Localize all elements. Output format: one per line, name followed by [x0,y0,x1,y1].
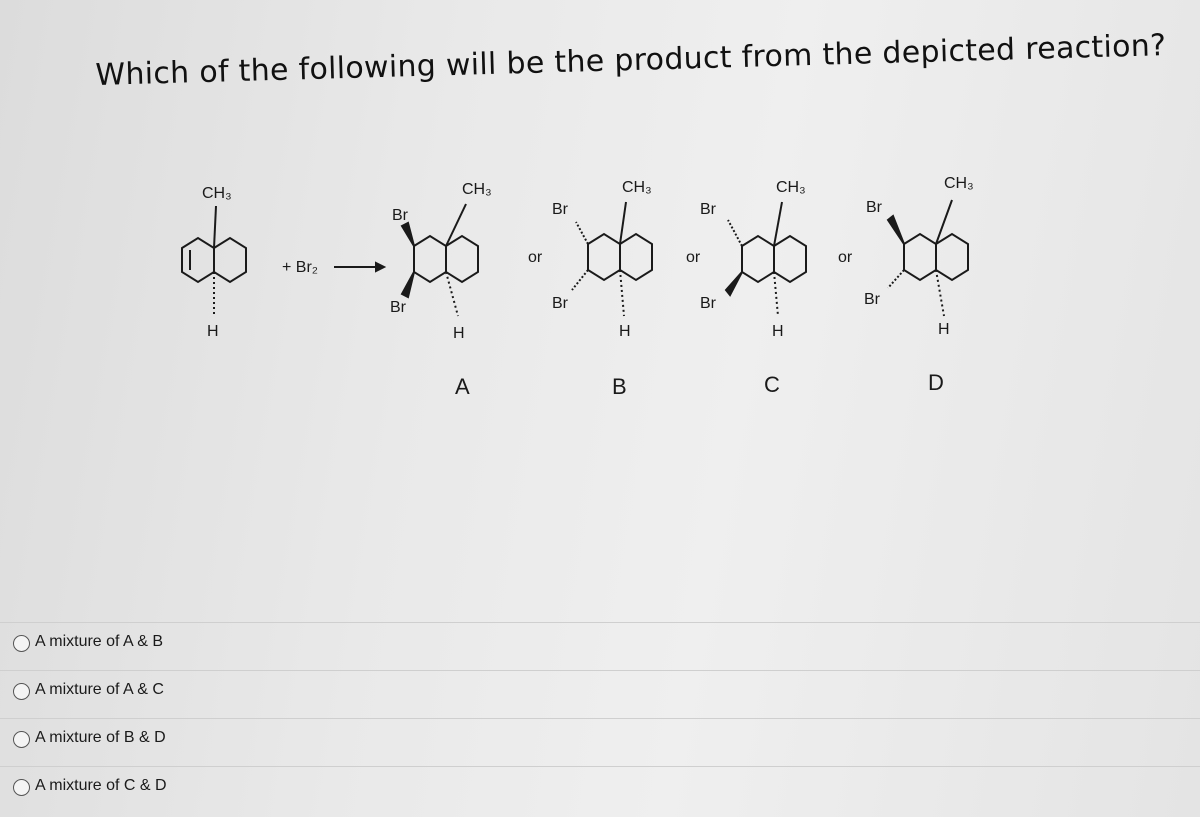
product-b-ch3: CH₃ [622,179,652,196]
product-c-h: H [772,323,784,340]
radio-button[interactable] [13,635,30,652]
product-b-br-bottom: Br [552,295,568,312]
reactant-ch3: CH₃ [202,185,232,202]
product-d-br-top: Br [866,199,882,216]
product-a-structure [402,204,478,316]
product-b-br-top: Br [552,201,568,218]
or-text-3: or [838,249,853,266]
reactant-structure [182,206,246,316]
radio-button[interactable] [13,731,30,748]
product-c-br-bottom: Br [700,295,716,312]
product-c-structure [726,202,806,316]
product-d-ch3: CH₃ [944,175,974,192]
option-label: A mixture of C & D [35,777,167,794]
product-a-h: H [453,325,465,342]
or-text-2: or [686,249,701,266]
product-b-structure [572,202,652,316]
option-a-and-b[interactable] [0,622,1200,671]
option-c-and-d[interactable] [0,766,1200,815]
product-label-c: C [764,372,780,397]
or-text-1: or [528,249,543,266]
radio-button[interactable] [13,779,30,796]
product-a-ch3: CH₃ [462,181,492,198]
reactant-h: H [207,323,219,340]
option-label: A mixture of B & D [35,729,166,746]
product-b-h: H [619,323,631,340]
radio-button[interactable] [13,683,30,700]
product-d-br-bottom: Br [864,291,880,308]
product-label-a: A [455,374,470,399]
option-b-and-d[interactable] [0,718,1200,767]
question-text: Which of the following will be the product from the depicted reaction? [95,28,1167,93]
product-c-ch3: CH₃ [776,179,806,196]
option-label: A mixture of A & B [35,633,164,650]
product-label-b: B [612,374,627,399]
product-label-d: D [928,370,944,395]
option-label: A mixture of A & C [35,681,164,698]
reaction-arrow [334,263,384,271]
option-a-and-c[interactable] [0,670,1200,719]
product-d-structure [888,200,968,316]
product-a-br-bottom: Br [390,299,406,316]
product-c-br-top: Br [700,201,716,218]
product-d-h: H [938,321,950,338]
reagent-br2: + Br₂ [282,259,318,276]
product-a-br-top: Br [392,207,408,224]
